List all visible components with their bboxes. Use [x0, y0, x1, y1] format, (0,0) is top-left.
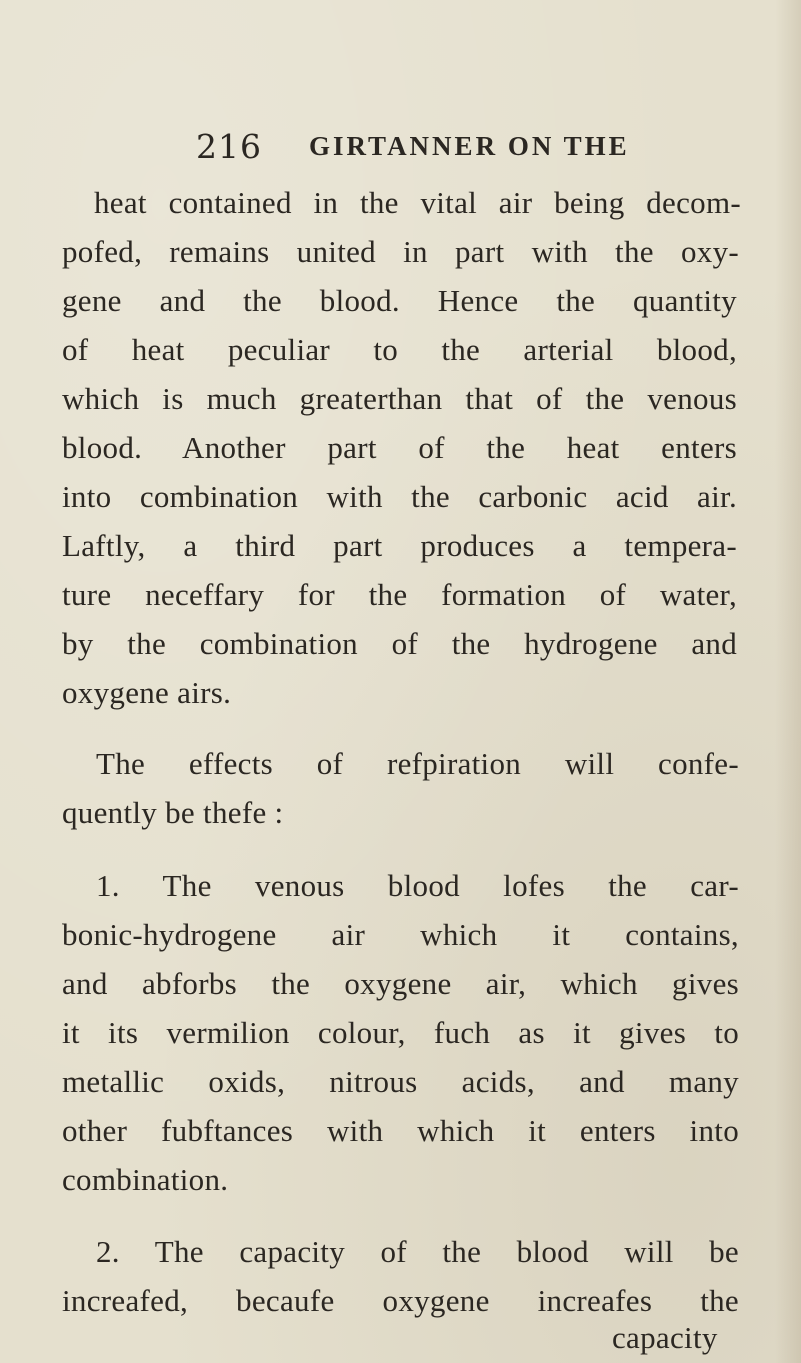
text-line: increafed, becaufe oxygene increafes the: [62, 1283, 739, 1318]
text-line: quently be thefe :: [62, 795, 284, 830]
text-line: of heat peculiar to the arterial blood,: [62, 332, 737, 367]
text-line: by the combination of the hydrogene and: [62, 626, 737, 661]
text-line: gene and the blood. Hence the quantity: [62, 283, 737, 318]
text-line: it its vermilion colour, fuch as it gives to: [62, 1015, 739, 1050]
text-line: The effects of refpiration will confe-: [96, 746, 739, 781]
text-line: 1. The venous blood lofes the car-: [96, 868, 739, 903]
text-line: bonic-hydrogene air which it contains,: [62, 917, 739, 952]
text-line: pofed, remains united in part with the oxy-: [62, 234, 739, 269]
text-line: oxygene airs.: [62, 675, 232, 710]
running-title: GIRTANNER ON THE: [309, 131, 630, 161]
text-line: and abforbs the oxygene air, which gives: [62, 966, 739, 1001]
text-line: ture neceffary for the formation of water,: [62, 577, 737, 612]
text-line: other fubftances with which it enters into: [62, 1113, 739, 1148]
text-line: combination.: [62, 1162, 229, 1197]
text-line: heat contained in the vital air being decom-: [94, 185, 741, 220]
catchword: capacity: [612, 1320, 718, 1355]
text-line: Laftly, a third part produces a tempera-: [62, 528, 737, 563]
text-line: into combination with the carbonic acid air.: [62, 479, 737, 514]
text-line: which is much greaterthan that of the venous: [62, 381, 737, 416]
text-line: metallic oxids, nitrous acids, and many: [62, 1064, 739, 1099]
text-line: 2. The capacity of the blood will be: [96, 1234, 739, 1269]
text-line: blood. Another part of the heat enters: [62, 430, 737, 465]
page-number: 216: [196, 127, 262, 166]
